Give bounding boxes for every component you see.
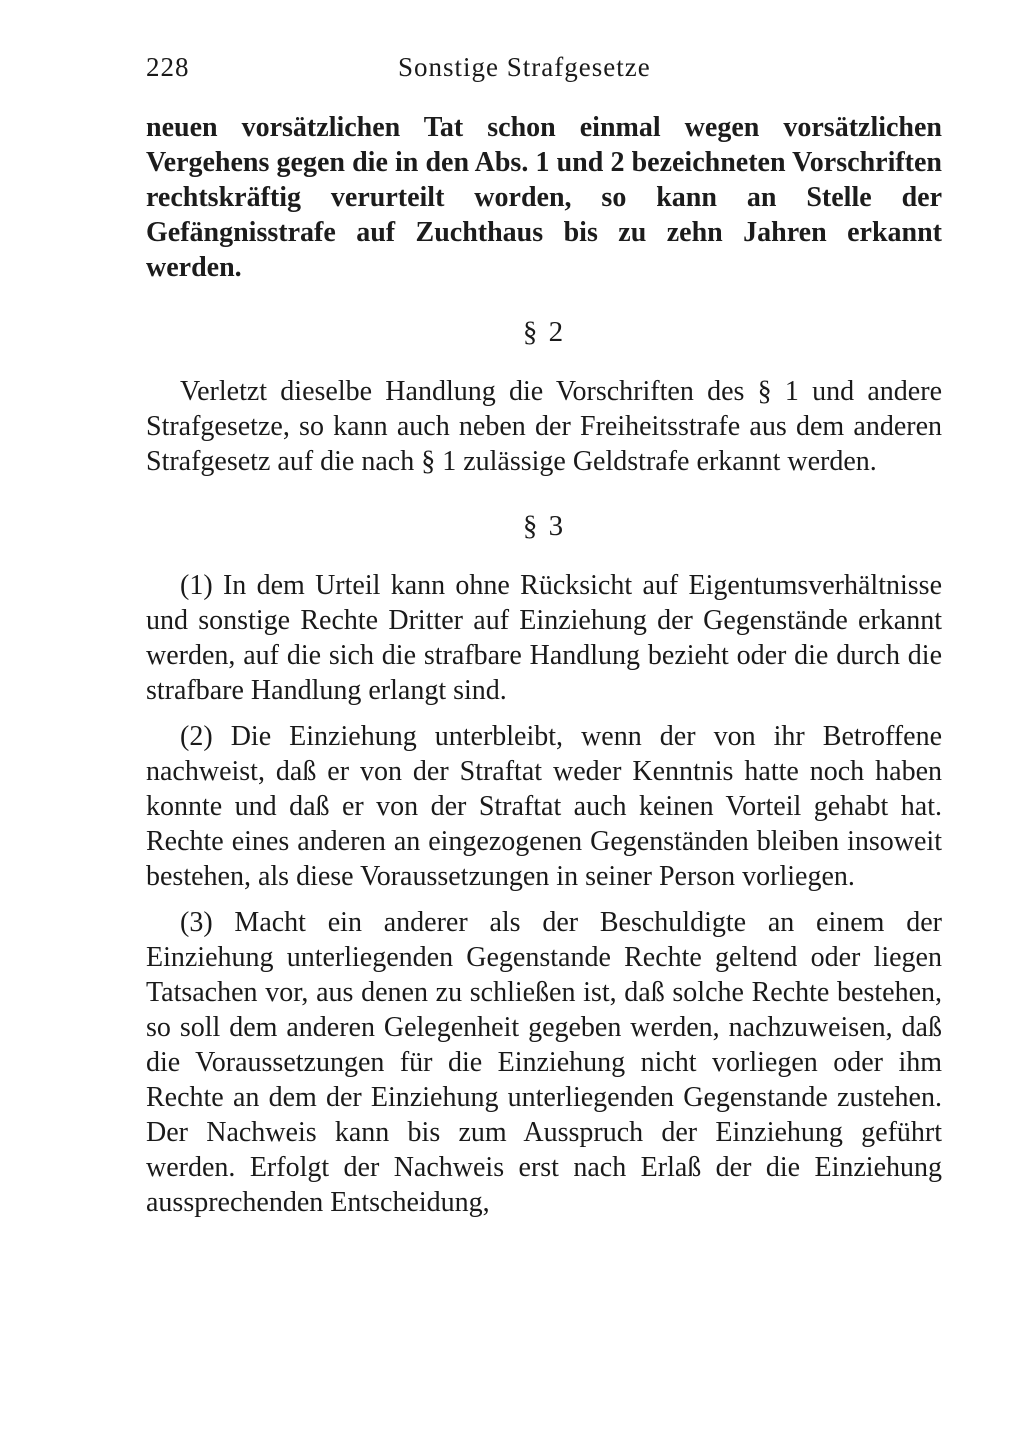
- section-paragraph: (2) Die Einziehung unterbleibt, wenn der von ihr Betroffene nachweist, daß er von der Straftat weder Kenntnis hatte noch haben konnte und daß er von der Straftat auch keinen Vorteil gehabt hat. Rechte eines anderen an eingezogenen Gegenständen bleiben insoweit bestehen, als diese Voraussetzungen in seiner Person vorliegen.: [146, 721, 942, 892]
- section-paragraph: (3) Macht ein anderer als der Beschuldigte an einem der Einziehung unterliegenden Gegenstande Rechte geltend oder liegen Tatsachen vor, aus denen zu schließen ist, daß solche Rechte bestehen, so soll dem anderen Gelegenheit gegeben werden, nachzuweisen, daß die Voraussetzungen für die Einziehung nicht vorliegen oder ihm Rechte an dem der Einziehung unterliegenden Gegenstande zustehen. Der Nachweis kann bis zum Ausspruch der Einziehung geführt werden. Erfolgt der Nachweis erst nach Erlaß der die Einziehung aussprechenden Entscheidung,: [146, 907, 942, 1218]
- section-heading: § 3: [522, 510, 566, 542]
- page-number: 228: [146, 52, 190, 82]
- section-heading: § 2: [522, 316, 566, 348]
- section-3: [146, 509, 942, 1220]
- section-paragraph: Verletzt dieselbe Handlung die Vorschriften des § 1 und andere Strafgesetze, so kann auch neben der Freiheitsstrafe aus dem anderen Strafgesetz auf die nach § 1 zulässige Geldstrafe erkannt werden.: [146, 376, 942, 477]
- section-paragraph: (1) In dem Urteil kann ohne Rücksicht auf Eigentumsverhältnisse und sonstige Rechte Dritter auf Einziehung der Gegenstände erkannt werden, auf die sich die strafbare Handlung bezieht oder die durch die strafbare Handlung erlangt sind.: [146, 570, 942, 706]
- running-head-title: Sonstige Strafgesetze: [398, 52, 651, 82]
- book-page: [146, 52, 942, 1231]
- section-2: [146, 315, 942, 479]
- continuation-paragraph: neuen vorsätzlichen Tat schon einmal wegen vorsätzlichen Vergehens gegen die in den Abs. 1 und 2 bezeichneten Vorschriften rechtskräftig verurteilt worden, so kann an Stelle der Gefängnisstrafe auf Zuchthaus bis zu zehn Jahren erkannt werden.: [146, 112, 942, 283]
- page-body: [146, 110, 942, 1220]
- running-head: [146, 52, 942, 92]
